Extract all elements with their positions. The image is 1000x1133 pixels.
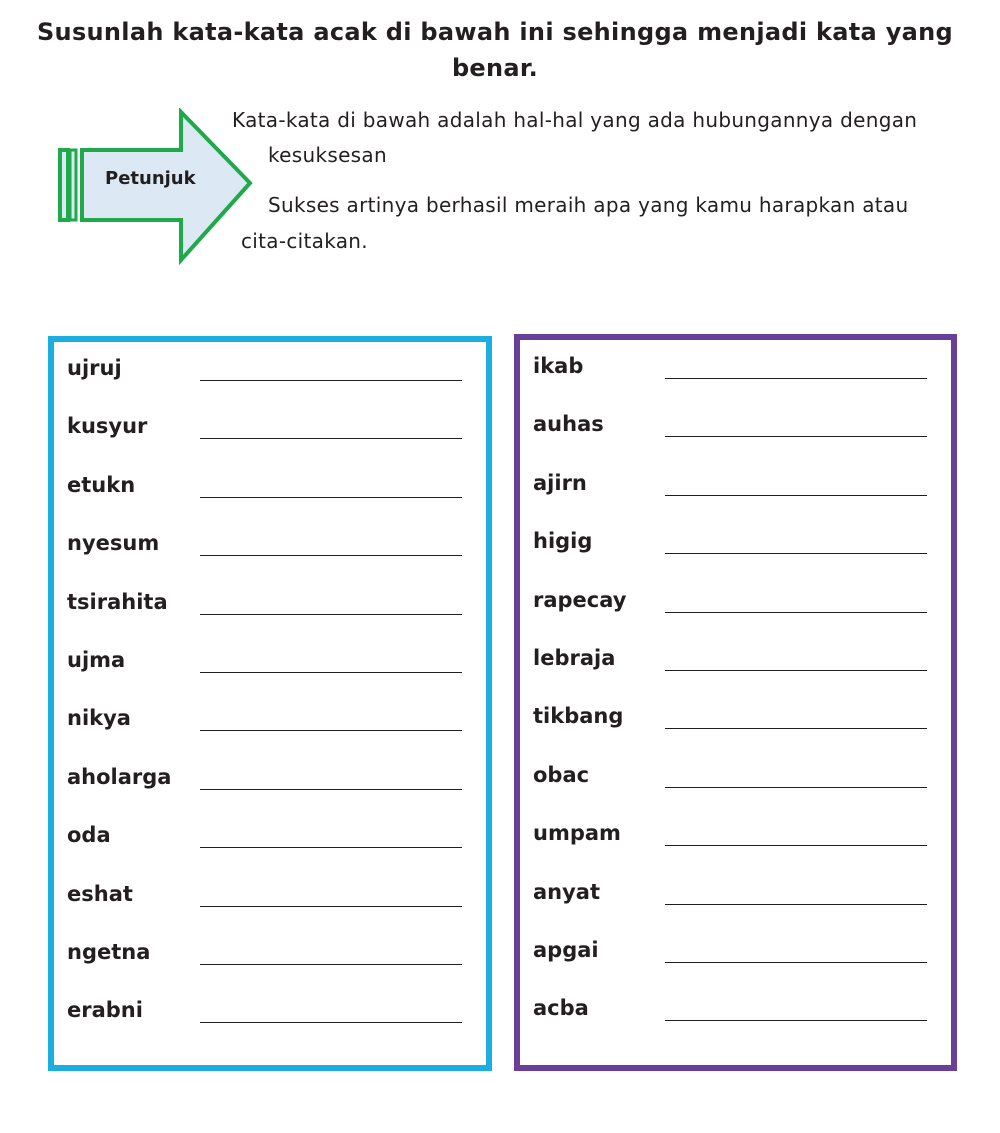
hint-line-4: cita-citakan. xyxy=(241,229,368,253)
word-row xyxy=(520,469,951,509)
word-row xyxy=(54,646,486,686)
scrambled-word: ikab xyxy=(533,354,584,378)
word-row xyxy=(54,471,486,511)
hint-line-3: Sukses artinya berhasil meraih apa yang kamu harapkan atau xyxy=(268,193,909,217)
answer-line[interactable] xyxy=(200,438,462,439)
scrambled-word: rapecay xyxy=(533,587,627,612)
word-row xyxy=(54,412,486,452)
word-row xyxy=(520,352,951,392)
scrambled-word: obac xyxy=(533,762,590,787)
answer-line[interactable] xyxy=(200,672,462,673)
scrambled-word: tikbang xyxy=(533,704,624,729)
scrambled-word: ajirn xyxy=(533,470,587,495)
scrambled-word: lebraja xyxy=(533,646,616,670)
scrambled-word: anyat xyxy=(533,879,601,904)
word-row xyxy=(54,996,486,1036)
word-row xyxy=(54,354,486,394)
word-row xyxy=(520,410,951,450)
answer-line[interactable] xyxy=(200,789,462,790)
scrambled-word: acba xyxy=(533,996,589,1021)
word-row xyxy=(54,821,486,861)
scrambled-word: eshat xyxy=(67,881,133,906)
scrambled-word: umpam xyxy=(533,821,621,846)
right-word-box xyxy=(514,334,957,1071)
scrambled-word: ujma xyxy=(67,648,126,672)
word-row xyxy=(54,938,486,978)
answer-line[interactable] xyxy=(665,1020,927,1021)
hint-line-2: kesuksesan xyxy=(268,143,387,167)
word-row xyxy=(54,529,486,569)
answer-line[interactable] xyxy=(200,614,462,615)
word-row xyxy=(520,936,951,976)
scrambled-word: oda xyxy=(67,823,111,848)
scrambled-word: nyesum xyxy=(67,531,160,556)
word-row xyxy=(520,644,951,684)
scrambled-word: apgai xyxy=(533,938,599,962)
answer-line[interactable] xyxy=(665,962,927,963)
word-row xyxy=(520,702,951,742)
scrambled-word: kusyur xyxy=(67,414,148,439)
answer-line[interactable] xyxy=(200,1022,462,1023)
word-row xyxy=(54,763,486,803)
answer-line[interactable] xyxy=(665,612,927,613)
word-row xyxy=(520,878,951,918)
word-row xyxy=(520,819,951,859)
page-title: Susunlah kata-kata acak di bawah ini sehingga menjadi kata yang benar. xyxy=(36,18,954,82)
word-row xyxy=(520,761,951,801)
scrambled-word: higig xyxy=(533,529,593,554)
answer-line[interactable] xyxy=(200,380,462,381)
answer-line[interactable] xyxy=(665,436,927,437)
scrambled-word: tsirahita xyxy=(67,589,168,614)
answer-line[interactable] xyxy=(200,555,462,556)
word-row xyxy=(520,586,951,626)
answer-line[interactable] xyxy=(665,845,927,846)
left-word-box xyxy=(48,336,492,1071)
answer-line[interactable] xyxy=(665,553,927,554)
scrambled-word: erabni xyxy=(67,998,143,1023)
scrambled-word: nikya xyxy=(67,706,131,731)
answer-line[interactable] xyxy=(665,787,927,788)
answer-line[interactable] xyxy=(200,847,462,848)
scrambled-word: auhas xyxy=(533,412,604,437)
answer-line[interactable] xyxy=(200,964,462,965)
answer-line[interactable] xyxy=(665,728,927,729)
word-row xyxy=(520,527,951,567)
word-row xyxy=(520,994,951,1034)
word-row xyxy=(54,588,486,628)
answer-line[interactable] xyxy=(665,378,927,379)
answer-line[interactable] xyxy=(665,670,927,671)
word-row xyxy=(54,880,486,920)
answer-line[interactable] xyxy=(665,495,927,496)
answer-line[interactable] xyxy=(665,904,927,905)
answer-line[interactable] xyxy=(200,497,462,498)
word-row xyxy=(54,704,486,744)
answer-line[interactable] xyxy=(200,906,462,907)
scrambled-word: ngetna xyxy=(67,940,151,964)
scrambled-word: etukn xyxy=(67,472,136,497)
scrambled-word: aholarga xyxy=(67,764,172,789)
answer-line[interactable] xyxy=(200,730,462,731)
hint-label: Petunjuk xyxy=(105,168,196,189)
scrambled-word: ujruj xyxy=(67,356,122,380)
hint-line-1: Kata-kata di bawah adalah hal-hal yang ada hubungannya dengan xyxy=(232,108,918,132)
